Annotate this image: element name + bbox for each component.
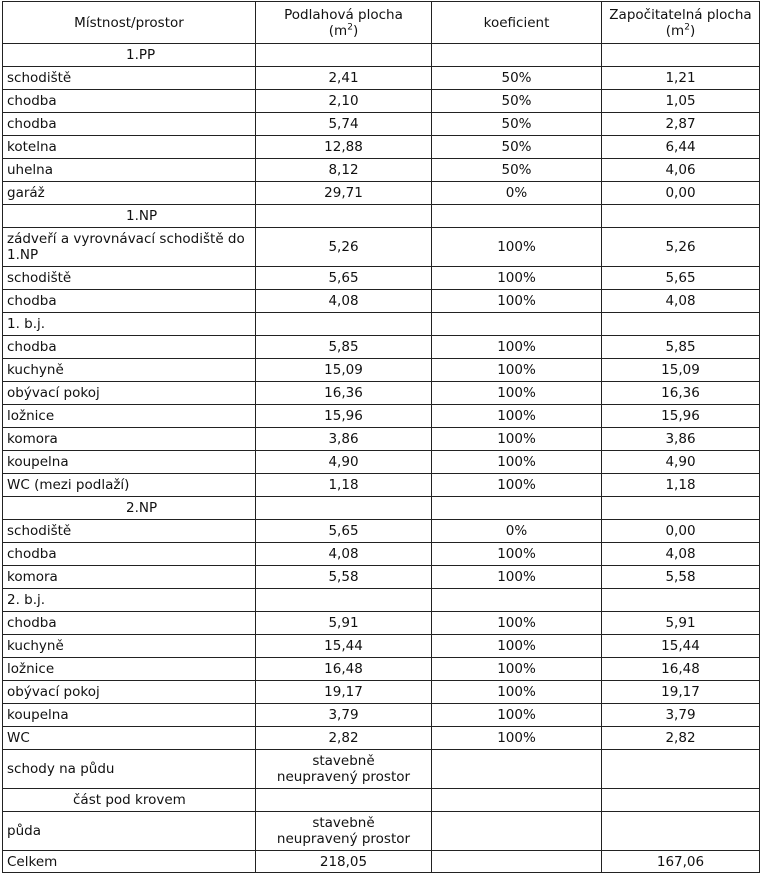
row-floor-area: 4,90 <box>256 451 432 474</box>
row-name: garáž <box>3 182 256 205</box>
header-row <box>3 2 760 44</box>
row-counted-area: 2,87 <box>602 113 760 136</box>
section-label-roof: část pod krovem <box>3 789 256 812</box>
row-counted-area: 4,08 <box>602 543 760 566</box>
row-counted-area: 3,79 <box>602 704 760 727</box>
row-coefficient: 100% <box>432 382 602 405</box>
row-name: uhelna <box>3 159 256 182</box>
row-floor-area: 5,85 <box>256 336 432 359</box>
row-coefficient: 100% <box>432 451 602 474</box>
table-row <box>3 359 760 382</box>
table-row <box>3 543 760 566</box>
header-floor-area <box>256 2 432 44</box>
attic-row <box>3 812 760 851</box>
row-counted-area: 5,26 <box>602 228 760 267</box>
section-label-1pp: 1.PP <box>3 44 256 67</box>
row-counted-area: 5,91 <box>602 612 760 635</box>
row-counted-area: 16,36 <box>602 382 760 405</box>
header-floor-area-title: Podlahová plocha <box>284 6 403 23</box>
row-floor-area: 3,86 <box>256 428 432 451</box>
row-name: kuchyně <box>3 359 256 382</box>
header-room: Místnost/prostor <box>3 2 256 44</box>
row-name: koupelna <box>3 704 256 727</box>
header-counted-area-exp: 2 <box>684 22 690 32</box>
row-coefficient: 100% <box>432 428 602 451</box>
row-name: schodiště <box>3 67 256 90</box>
table-row <box>3 336 760 359</box>
header-counted-area-unit: (m <box>665 22 685 39</box>
row-name: kotelna <box>3 136 256 159</box>
row-name: zádveří a vyrovnávací schodiště do 1.NP <box>3 228 256 267</box>
row-counted-area: 15,44 <box>602 635 760 658</box>
row-name: obývací pokoj <box>3 681 256 704</box>
row-name: ložnice <box>3 405 256 428</box>
area-table <box>2 1 760 873</box>
row-coefficient: 0% <box>432 182 602 205</box>
table-row <box>3 182 760 205</box>
row-floor-area: 3,79 <box>256 704 432 727</box>
table-row <box>3 612 760 635</box>
table-row <box>3 520 760 543</box>
row-note <box>256 750 432 789</box>
row-name: schody na půdu <box>3 750 256 789</box>
row-coefficient: 100% <box>432 658 602 681</box>
row-floor-area: 4,08 <box>256 543 432 566</box>
header-floor-area-close: ) <box>352 22 359 39</box>
row-name: schodiště <box>3 520 256 543</box>
row-name: chodba <box>3 290 256 313</box>
row-note-line2: neupravený prostor <box>276 831 411 847</box>
table-row <box>3 451 760 474</box>
table-row <box>3 228 760 267</box>
total-area: 218,05 <box>256 851 432 873</box>
row-floor-area: 15,44 <box>256 635 432 658</box>
section-row <box>3 789 760 812</box>
row-name: chodba <box>3 543 256 566</box>
row-name: koupelna <box>3 451 256 474</box>
section-label-bj2: 2. b.j. <box>3 589 256 612</box>
row-name: ložnice <box>3 658 256 681</box>
section-label-2np: 2.NP <box>3 497 256 520</box>
row-coefficient: 100% <box>432 681 602 704</box>
row-floor-area: 1,18 <box>256 474 432 497</box>
table-row <box>3 566 760 589</box>
row-coefficient: 100% <box>432 727 602 750</box>
row-name: chodba <box>3 612 256 635</box>
row-counted-area: 0,00 <box>602 182 760 205</box>
row-coefficient: 100% <box>432 359 602 382</box>
section-row <box>3 313 760 336</box>
row-floor-area: 5,91 <box>256 612 432 635</box>
header-floor-area-unit: (m <box>328 22 348 39</box>
section-row <box>3 589 760 612</box>
table-row <box>3 704 760 727</box>
row-coefficient: 100% <box>432 228 602 267</box>
table-row <box>3 382 760 405</box>
row-floor-area: 8,12 <box>256 159 432 182</box>
table-row <box>3 428 760 451</box>
row-floor-area: 2,41 <box>256 67 432 90</box>
row-counted-area: 1,05 <box>602 90 760 113</box>
row-coefficient: 100% <box>432 474 602 497</box>
row-floor-area: 12,88 <box>256 136 432 159</box>
row-coefficient: 100% <box>432 267 602 290</box>
row-floor-area: 2,82 <box>256 727 432 750</box>
row-name: chodba <box>3 336 256 359</box>
row-name: schodiště <box>3 267 256 290</box>
section-label-1np: 1.NP <box>3 205 256 228</box>
row-coefficient: 100% <box>432 612 602 635</box>
row-counted-area: 4,06 <box>602 159 760 182</box>
header-floor-area-exp: 2 <box>347 22 353 32</box>
total-label: Celkem <box>3 851 256 873</box>
row-counted-area: 4,08 <box>602 290 760 313</box>
table-row <box>3 658 760 681</box>
row-name: chodba <box>3 90 256 113</box>
row-coefficient: 50% <box>432 136 602 159</box>
total-counted: 167,06 <box>602 851 760 873</box>
row-floor-area: 29,71 <box>256 182 432 205</box>
table-row <box>3 136 760 159</box>
row-floor-area: 5,65 <box>256 520 432 543</box>
row-counted-area: 15,96 <box>602 405 760 428</box>
row-floor-area: 5,26 <box>256 228 432 267</box>
row-counted-area: 5,58 <box>602 566 760 589</box>
row-floor-area: 15,96 <box>256 405 432 428</box>
row-counted-area: 1,18 <box>602 474 760 497</box>
row-floor-area: 16,36 <box>256 382 432 405</box>
table-row <box>3 90 760 113</box>
row-coefficient: 50% <box>432 113 602 136</box>
table-row <box>3 681 760 704</box>
row-name: komora <box>3 566 256 589</box>
row-coefficient: 0% <box>432 520 602 543</box>
section-label-bj1: 1. b.j. <box>3 313 256 336</box>
row-coefficient: 100% <box>432 543 602 566</box>
row-counted-area: 5,85 <box>602 336 760 359</box>
row-name: chodba <box>3 113 256 136</box>
row-floor-area: 5,74 <box>256 113 432 136</box>
row-counted-area: 2,82 <box>602 727 760 750</box>
row-floor-area: 5,65 <box>256 267 432 290</box>
total-row <box>3 851 760 873</box>
row-counted-area: 3,86 <box>602 428 760 451</box>
header-counted-area-title: Započitatelná plocha <box>609 6 752 23</box>
table-row <box>3 159 760 182</box>
row-coefficient: 100% <box>432 635 602 658</box>
row-counted-area: 16,48 <box>602 658 760 681</box>
row-name: kuchyně <box>3 635 256 658</box>
row-name: komora <box>3 428 256 451</box>
row-floor-area: 2,10 <box>256 90 432 113</box>
row-counted-area: 0,00 <box>602 520 760 543</box>
row-name: obývací pokoj <box>3 382 256 405</box>
row-note-line1: stavebně <box>312 815 375 831</box>
row-coefficient: 100% <box>432 290 602 313</box>
row-coefficient: 50% <box>432 159 602 182</box>
row-name: WC (mezi podlaží) <box>3 474 256 497</box>
row-counted-area: 6,44 <box>602 136 760 159</box>
section-row <box>3 44 760 67</box>
row-coefficient: 100% <box>432 566 602 589</box>
row-floor-area: 19,17 <box>256 681 432 704</box>
row-note <box>256 812 432 851</box>
row-coefficient: 100% <box>432 405 602 428</box>
row-coefficient: 50% <box>432 90 602 113</box>
table-row <box>3 635 760 658</box>
table-row <box>3 474 760 497</box>
row-counted-area: 4,90 <box>602 451 760 474</box>
table-row <box>3 267 760 290</box>
table-row <box>3 290 760 313</box>
row-name: WC <box>3 727 256 750</box>
row-counted-area: 19,17 <box>602 681 760 704</box>
header-coefficient: koeficient <box>432 2 602 44</box>
row-counted-area: 5,65 <box>602 267 760 290</box>
row-floor-area: 5,58 <box>256 566 432 589</box>
row-note-line2: neupravený prostor <box>276 769 411 785</box>
section-row <box>3 497 760 520</box>
row-floor-area: 4,08 <box>256 290 432 313</box>
header-counted-area-close: ) <box>689 22 696 39</box>
stairs-attic-row <box>3 750 760 789</box>
row-coefficient: 100% <box>432 704 602 727</box>
row-counted-area: 15,09 <box>602 359 760 382</box>
section-row <box>3 205 760 228</box>
row-floor-area: 15,09 <box>256 359 432 382</box>
table-row <box>3 113 760 136</box>
row-coefficient: 50% <box>432 67 602 90</box>
row-floor-area: 16,48 <box>256 658 432 681</box>
row-name: půda <box>3 812 256 851</box>
header-counted-area <box>602 2 760 44</box>
table-row <box>3 727 760 750</box>
row-coefficient: 100% <box>432 336 602 359</box>
table-row <box>3 405 760 428</box>
table-row <box>3 67 760 90</box>
row-note-line1: stavebně <box>312 753 375 769</box>
row-counted-area: 1,21 <box>602 67 760 90</box>
